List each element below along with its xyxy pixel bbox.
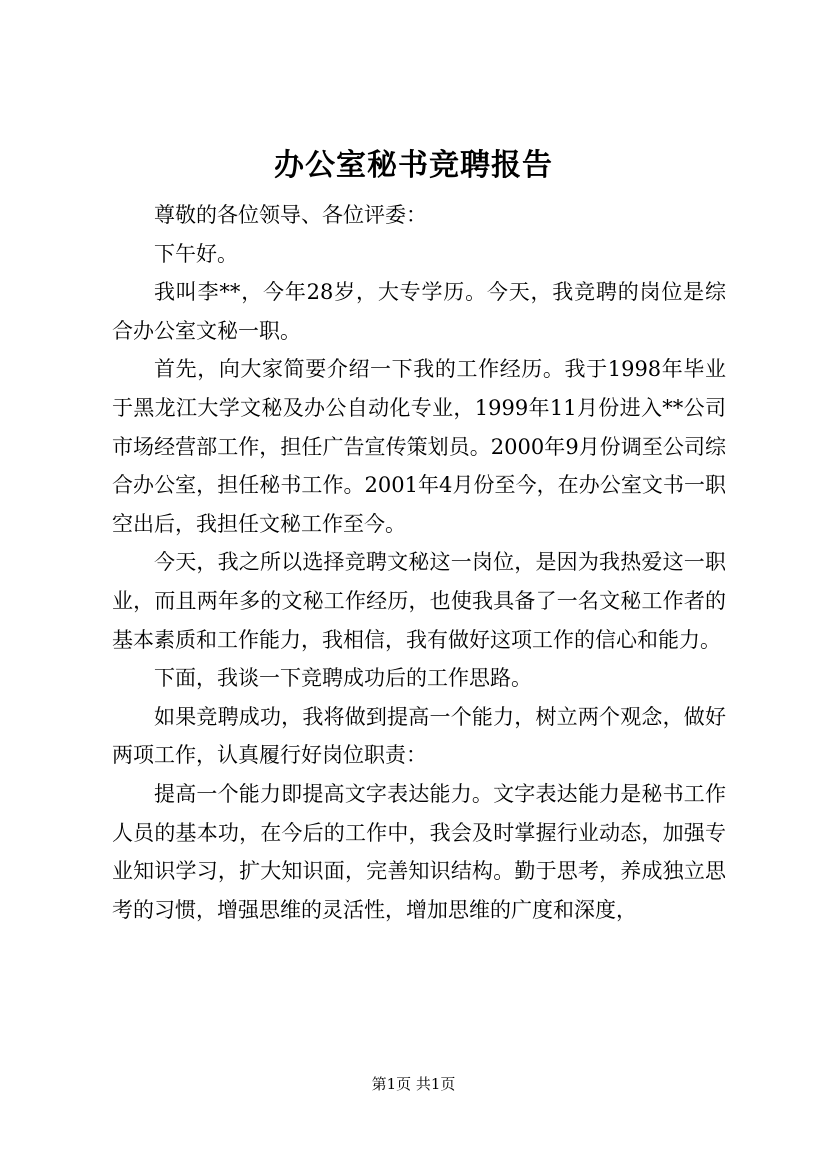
- document-body: [112, 196, 726, 929]
- paragraph-work-experience: 首先，向大家简要介绍一下我的工作经历。我于1998年毕业于黑龙江大学文秘及办公自动化专业，1999年11月份进入**公司市场经营部工作，担任广告宣传策划员。2000年9月份调至公司综合办公室，担任秘书工作。2001年4月份至今，在办公室文书一职空出后，我担任文秘工作至今。: [112, 357, 726, 536]
- page-number-footer: 第1页 共1页: [371, 1075, 456, 1093]
- paragraph-commitments: 如果竞聘成功，我将做到提高一个能力，树立两个观念，做好两项工作，认真履行好岗位职责：: [112, 704, 726, 768]
- paragraph-salutation: 尊敬的各位领导、各位评委：: [154, 203, 427, 227]
- paragraph-writing-ability: 提高一个能力即提高文字表达能力。文字表达能力是秘书工作人员的基本功，在今后的工作中，我会及时掌握行业动态，加强专业知识学习，扩大知识面，完善知识结构。勤于思考，养成独立思考的习惯，增强思维的灵活性，增加思维的广度和深度，: [112, 781, 726, 922]
- document-title: 办公室秘书竞聘报告: [274, 148, 553, 183]
- paragraph-introduction: 我叫李**，今年28岁，大专学历。今天，我竞聘的岗位是综合办公室文秘一职。: [112, 280, 726, 343]
- paragraph-greeting: 下午好。: [154, 241, 238, 266]
- paragraph-work-plan-intro: 下面，我谈一下竞聘成功后的工作思路。: [154, 666, 532, 691]
- paragraph-motivation: 今天，我之所以选择竞聘文秘这一岗位，是因为我热爱这一职业，而且两年多的文秘工作经历，也使我具备了一名文秘工作者的基本素质和工作能力，我相信，我有做好这项工作的信心和能力。: [112, 550, 726, 652]
